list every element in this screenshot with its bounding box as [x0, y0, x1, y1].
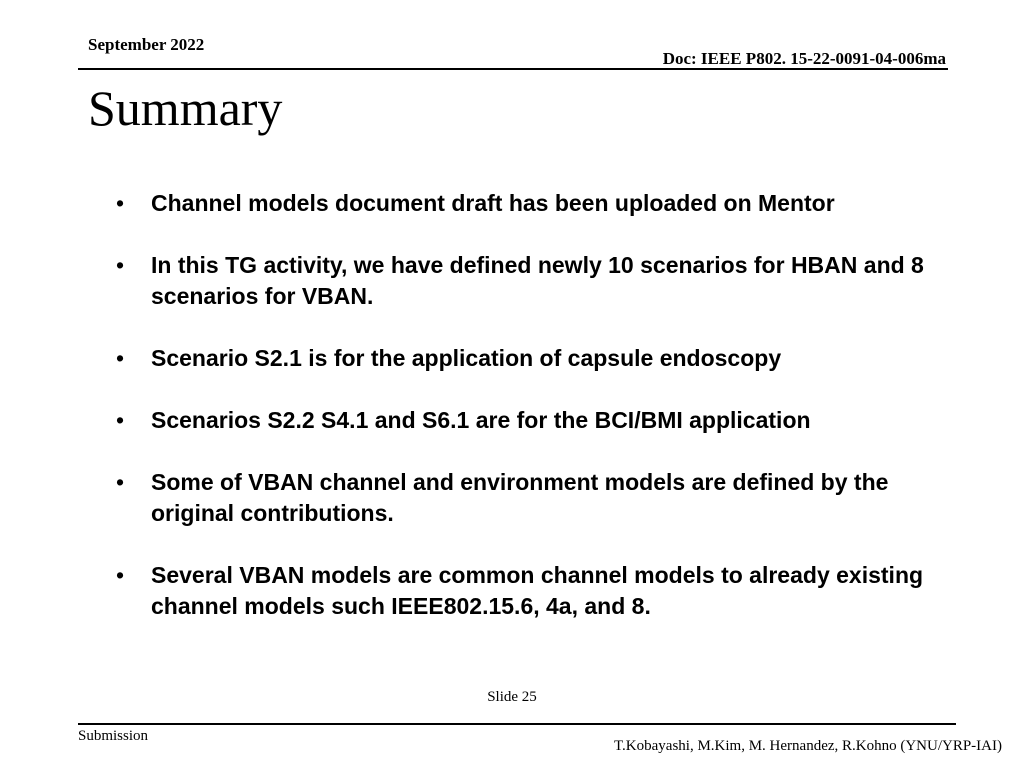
bullet-item: • Scenarios S2.2 S4.1 and S6.1 are for the BCI/BMI application — [116, 405, 956, 436]
slide-number: Slide 25 — [487, 689, 537, 705]
bullet-item: • Scenario S2.1 is for the application of capsule endoscopy — [116, 343, 956, 374]
slide-title: Summary — [88, 80, 283, 136]
header-divider — [78, 68, 948, 70]
bullet-item: • Several VBAN models are common channel models to already existing channel models such IEEE802.15.6, 4a, and 8. — [116, 560, 956, 622]
bullet-list — [116, 188, 956, 653]
header-document-id: Doc: IEEE P802. 15-22-0091-04-006ma — [662, 49, 946, 68]
author-credits: T.Kobayashi, M.Kim, M. Hernandez, R.Kohno (YNU/YRP-IAI) — [614, 738, 1002, 754]
header-date: September 2022 — [88, 35, 205, 54]
submission-label: Submission — [78, 728, 149, 744]
bullet-item: • Channel models document draft has been uploaded on Mentor — [116, 188, 956, 219]
bullet-item: • Some of VBAN channel and environment models are defined by the original contributions. — [116, 467, 956, 529]
footer-divider — [78, 723, 956, 725]
bullet-item: • In this TG activity, we have defined newly 10 scenarios for HBAN and 8 scenarios for VBAN. — [116, 250, 956, 312]
